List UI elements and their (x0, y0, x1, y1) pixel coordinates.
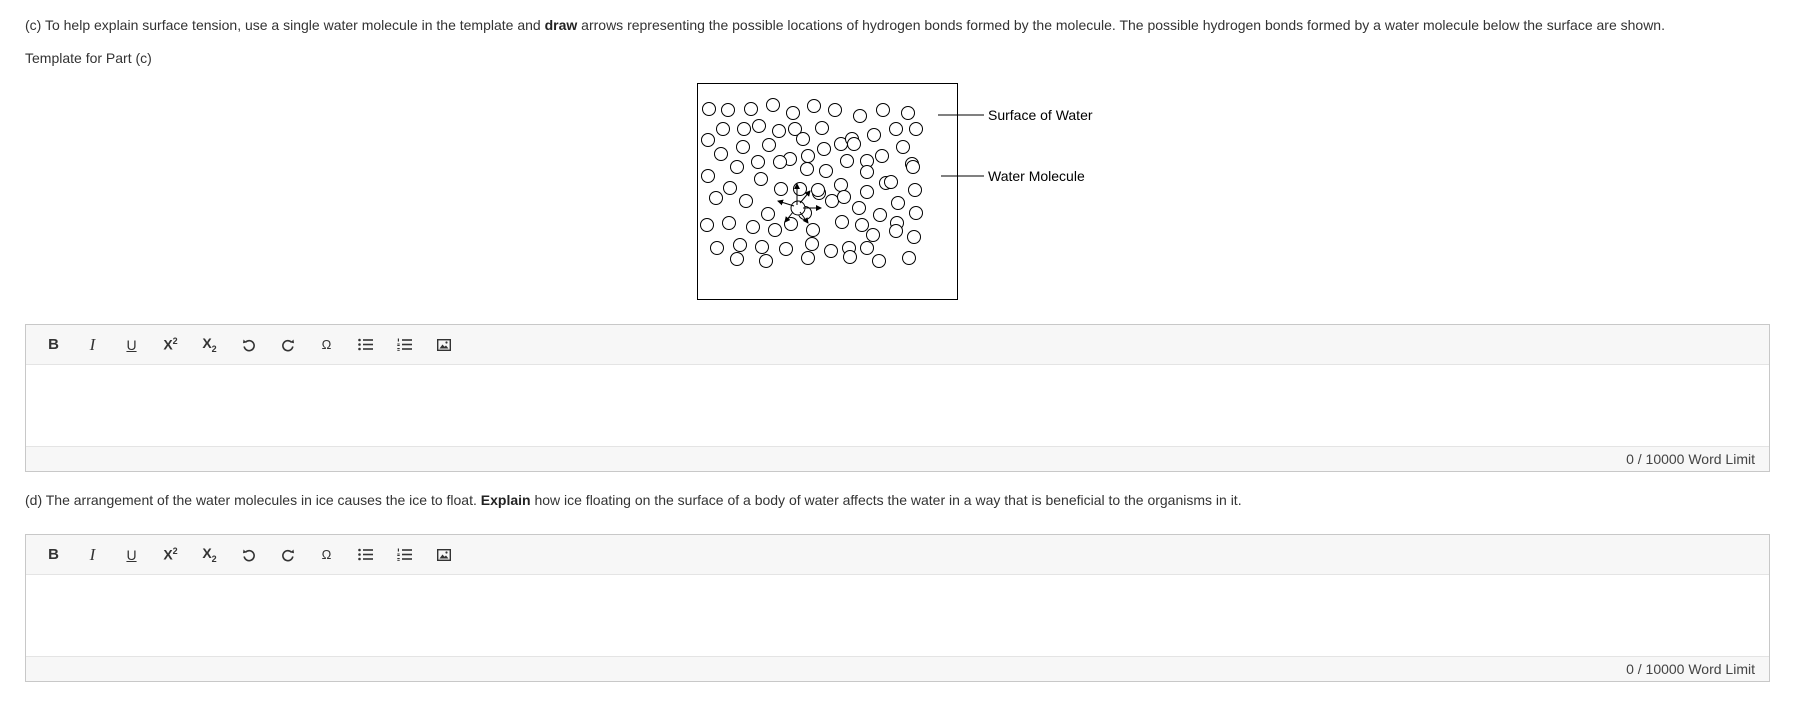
answer-input-d[interactable] (26, 575, 1769, 656)
bold-icon: B (48, 336, 59, 353)
water-molecule-circle (885, 176, 898, 189)
answer-text-area-c[interactable] (26, 365, 1769, 446)
word-count-c: 0 (1626, 451, 1634, 467)
subscript-button[interactable] (190, 329, 229, 361)
water-molecule-circle (854, 110, 867, 123)
editor-toolbar-d (26, 535, 1769, 575)
part-c-bold: draw (544, 17, 578, 33)
water-molecule-circle (802, 252, 815, 265)
water-molecule-circle (910, 207, 923, 220)
water-molecule-circle (734, 239, 747, 252)
water-molecule-circle (740, 195, 753, 208)
water-molecule-circle (873, 255, 886, 268)
insert-image-button[interactable] (424, 329, 463, 361)
word-limit-text-d: / 10000 Word Limit (1637, 661, 1755, 677)
superscript-icon: $X^2$ (163, 336, 178, 353)
subscript-button[interactable] (190, 539, 229, 571)
water-molecule-circle (844, 251, 857, 264)
water-molecule-circle (767, 99, 780, 112)
water-molecule-circle (825, 245, 838, 258)
water-molecule-circle (794, 183, 807, 196)
water-molecule-circle (835, 179, 848, 192)
part-c-prefix: (c) To help explain surface tension, use a single water molecule in the template and (25, 17, 545, 33)
answer-editor-c (25, 324, 1770, 472)
water-molecule-circle (907, 161, 920, 174)
undo-icon (242, 338, 256, 352)
numbered-list-button[interactable] (385, 539, 424, 571)
numbered-list-icon (397, 338, 412, 351)
redo-icon (281, 548, 295, 562)
water-molecule-circle (853, 202, 866, 215)
special-characters-button[interactable] (307, 329, 346, 361)
water-molecule-circle (710, 192, 723, 205)
label-surface-of-water: Surface of Water (988, 107, 1093, 123)
water-molecule-circle (797, 133, 810, 146)
water-molecule-circle (745, 103, 758, 116)
numbered-list-button[interactable] (385, 329, 424, 361)
omega-icon: Ω (321, 337, 332, 352)
word-count-d: 0 (1626, 661, 1634, 677)
water-molecule-circle (756, 241, 769, 254)
undo-button[interactable] (229, 329, 268, 361)
water-molecule-circle (755, 173, 768, 186)
water-molecule-circle (731, 253, 744, 266)
water-molecule-circle (801, 163, 814, 176)
bold-button[interactable] (34, 329, 73, 361)
italic-button[interactable] (73, 539, 112, 571)
water-molecule-circle (775, 183, 788, 196)
part-d-bold: Explain (480, 492, 531, 508)
water-molecule-circle (908, 231, 921, 244)
underline-button[interactable] (112, 539, 151, 571)
water-molecule-circle (780, 243, 793, 256)
water-molecule-circle (861, 242, 874, 255)
water-molecule-circle (731, 161, 744, 174)
bulleted-list-button[interactable] (346, 329, 385, 361)
water-molecule-circle (820, 165, 833, 178)
water-molecule-circle (703, 103, 716, 116)
water-molecule-circle (806, 238, 819, 251)
undo-button[interactable] (229, 539, 268, 571)
subscript-icon: $X_2$ (202, 545, 217, 564)
water-molecule-circle (868, 129, 881, 142)
template-label: Template for Part (c) (25, 50, 152, 66)
superscript-icon: $X^2$ (163, 546, 178, 563)
undo-icon (242, 548, 256, 562)
italic-button[interactable] (73, 329, 112, 361)
insert-image-button[interactable] (424, 539, 463, 571)
water-molecule-circle (876, 150, 889, 163)
underline-icon: U (126, 546, 137, 563)
bulleted-list-button[interactable] (346, 539, 385, 571)
water-molecule-circle (762, 208, 775, 221)
water-molecule-circle (848, 138, 861, 151)
water-molecule-circle (701, 219, 714, 232)
part-d-prefix: (d) The arrangement of the water molecules in ice causes the ice to float. (25, 492, 481, 508)
water-molecule-circle (702, 134, 715, 147)
water-molecule-circle (787, 107, 800, 120)
italic-icon: I (89, 544, 96, 564)
water-molecule-circle (769, 224, 782, 237)
water-molecule-circle (818, 143, 831, 156)
editor-toolbar-c (26, 325, 1769, 365)
subscript-icon: $X_2$ (202, 335, 217, 354)
water-molecule-circle (903, 252, 916, 265)
redo-button[interactable] (268, 539, 307, 571)
water-molecule-circle (702, 170, 715, 183)
water-molecule-circle (717, 123, 730, 136)
water-molecule-circle (909, 184, 922, 197)
water-molecule-circle (812, 184, 825, 197)
part-d-suffix: how ice floating on the surface of a body of water affects the water in a way that is beneficial to the organisms in it. (530, 492, 1242, 508)
bold-button[interactable] (34, 539, 73, 571)
label-water-molecule: Water Molecule (988, 168, 1085, 184)
water-molecule-circle (738, 123, 751, 136)
water-molecule-circle (890, 123, 903, 136)
water-molecule-circle (897, 141, 910, 154)
word-limit-footer-c (26, 446, 1769, 471)
water-molecule-circle (902, 107, 915, 120)
omega-icon: Ω (321, 547, 332, 562)
water-molecule-circle (760, 255, 773, 268)
part-c-prompt (25, 16, 1665, 34)
part-d-prompt (25, 491, 1242, 509)
water-molecule-circle (861, 166, 874, 179)
answer-editor-d (25, 534, 1770, 682)
answer-text-area-d[interactable] (26, 575, 1769, 656)
water-molecule-circle (877, 104, 890, 117)
numbered-list-icon (397, 548, 412, 561)
water-molecule-circle (890, 225, 903, 238)
water-molecule-circle (892, 197, 905, 210)
water-molecule-circle (838, 191, 851, 204)
bold-icon: B (48, 546, 59, 563)
water-molecule-circle (841, 155, 854, 168)
water-molecule-circle (874, 209, 887, 222)
central-water-molecule (791, 201, 805, 215)
water-molecule-circle (747, 221, 760, 234)
water-molecule-circle (856, 219, 869, 232)
water-molecule-circle (861, 186, 874, 199)
water-molecule-circle (774, 156, 787, 169)
water-molecule-circle (724, 182, 737, 195)
bulleted-list-icon (358, 338, 373, 351)
special-characters-button[interactable] (307, 539, 346, 571)
water-molecule-circle (807, 224, 820, 237)
water-molecule-circle (715, 148, 728, 161)
word-limit-text-c: / 10000 Word Limit (1637, 451, 1755, 467)
redo-button[interactable] (268, 329, 307, 361)
water-molecule-circle (910, 123, 923, 136)
water-molecule-circle (753, 120, 766, 133)
answer-input-c[interactable] (26, 365, 1769, 446)
water-molecule-circle (711, 242, 724, 255)
water-molecule-circle (802, 150, 815, 163)
redo-icon (281, 338, 295, 352)
superscript-button[interactable] (151, 329, 190, 361)
water-molecule-circle (808, 100, 821, 113)
water-molecule-circle (722, 104, 735, 117)
water-molecule-circle (723, 217, 736, 230)
superscript-button[interactable] (151, 539, 190, 571)
bulleted-list-icon (358, 548, 373, 561)
water-molecule-circle (829, 104, 842, 117)
water-molecule-circle (816, 122, 829, 135)
image-icon (437, 339, 451, 351)
water-molecule-circle (773, 125, 786, 138)
water-molecule-circle (836, 216, 849, 229)
image-icon (437, 549, 451, 561)
water-molecule-circle (752, 156, 765, 169)
water-molecule-figure (697, 83, 1127, 305)
water-molecule-circle (763, 139, 776, 152)
water-molecule-circle (826, 195, 839, 208)
italic-icon: I (89, 334, 96, 354)
underline-icon: U (126, 336, 137, 353)
word-limit-footer-d (26, 656, 1769, 681)
water-molecule-circle (867, 229, 880, 242)
part-c-suffix: arrows representing the possible locations of hydrogen bonds formed by the molecule. The possible hydrogen bonds formed by a water molecule below the surface are shown. (577, 17, 1665, 33)
water-molecule-circle (737, 141, 750, 154)
underline-button[interactable] (112, 329, 151, 361)
